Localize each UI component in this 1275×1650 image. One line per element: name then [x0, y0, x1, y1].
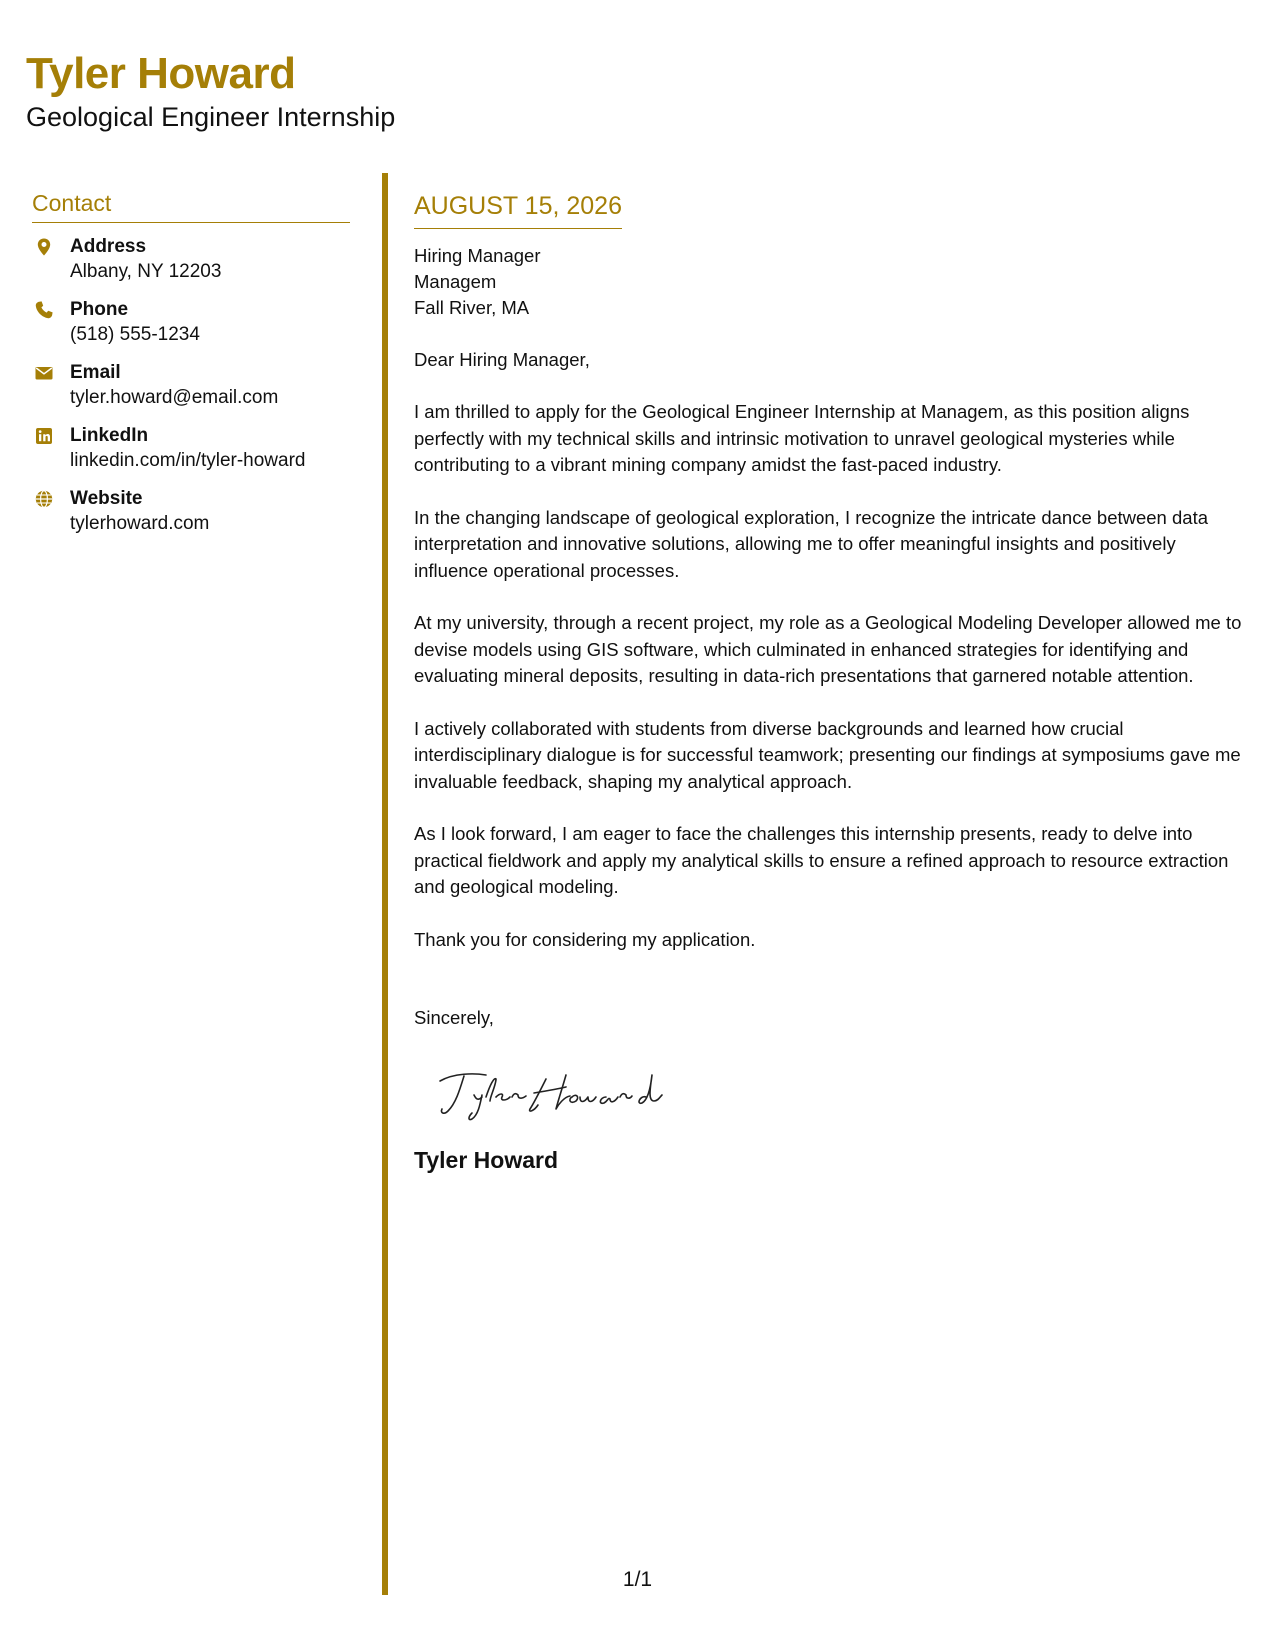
recipient-company: Managem: [414, 271, 497, 292]
contact-label: Phone: [70, 299, 129, 320]
contact-value: tylerhoward.com: [70, 513, 210, 534]
paragraph: At my university, through a recent project, my role as a Geological Modeling Developer allowed me to devise models using GIS software, which culminated in enhanced strategies for identifying and evaluating mineral deposits, resulting in data-rich presentations that garnered notable attention.: [414, 612, 1242, 686]
contact-label: Email: [70, 362, 121, 383]
job-title: Geological Engineer Internship: [26, 102, 396, 132]
contact-item-email: [32, 361, 350, 411]
recipient-block: [414, 243, 1249, 321]
contact-label: LinkedIn: [70, 425, 149, 446]
contact-item-phone: [32, 298, 350, 348]
contact-item-address: [32, 235, 350, 285]
recipient-location: Fall River, MA: [414, 297, 530, 318]
signer-name: Tyler Howard: [414, 1147, 558, 1173]
salutation: Dear Hiring Manager,: [414, 349, 590, 370]
page-number-text: 1/1: [622, 1568, 653, 1591]
handwritten-signature: [434, 1063, 664, 1123]
paragraph: I actively collaborated with students from diverse backgrounds and learned how crucial interdisciplinary dialogue is for successful teamwork; presenting our findings at symposiums gave me invaluable feedback, shaping my analytical approach.: [414, 717, 1241, 792]
contact-item-linkedin: [32, 424, 350, 474]
contact-list: [32, 235, 350, 537]
header: [26, 48, 395, 134]
contact-label: Address: [70, 236, 147, 257]
letter-date: AUGUST 15, 2026: [414, 190, 622, 229]
contact-value: tyler.howard@email.com: [70, 387, 279, 408]
closing: Sincerely,: [414, 1007, 494, 1028]
contact-sidebar: [32, 188, 350, 550]
vertical-divider: [382, 173, 388, 1595]
phone-icon: [34, 300, 54, 320]
recipient-title: Hiring Manager: [414, 245, 541, 266]
linkedin-icon: [34, 426, 54, 446]
paragraph: I am thrilled to apply for the Geological Engineer Internship at Managem, as this position aligns perfectly with my technical skills and intrinsic motivation to unravel geological mysteries while contributing to a vibrant mining company amidst the fast-paced industry.: [414, 401, 1190, 475]
letter-body: [414, 190, 1249, 1175]
contact-label: Website: [70, 488, 143, 509]
paragraph: In the changing landscape of geological exploration, I recognize the intricate dance between data interpretation and innovative solutions, allowing me to offer meaningful insights and positively influence operational processes.: [414, 506, 1208, 581]
map-pin-icon: [34, 237, 54, 257]
envelope-icon: [34, 363, 54, 383]
applicant-name: Tyler Howard: [26, 49, 296, 98]
paragraph: As I look forward, I am eager to face the challenges this internship presents, ready to delve into practical fieldwork and apply my analytical skills to ensure a refined approach to resource extraction and geological modeling.: [414, 823, 1229, 897]
contact-heading: Contact: [32, 188, 350, 223]
page-number: [0, 1566, 1275, 1594]
contact-value: (518) 555-1234: [70, 324, 200, 345]
contact-value: Albany, NY 12203: [70, 261, 222, 282]
contact-item-website: [32, 487, 350, 537]
paragraph: Thank you for considering my application.: [414, 928, 756, 950]
globe-icon: [34, 489, 54, 509]
contact-value: linkedin.com/in/tyler-howard: [70, 450, 306, 471]
